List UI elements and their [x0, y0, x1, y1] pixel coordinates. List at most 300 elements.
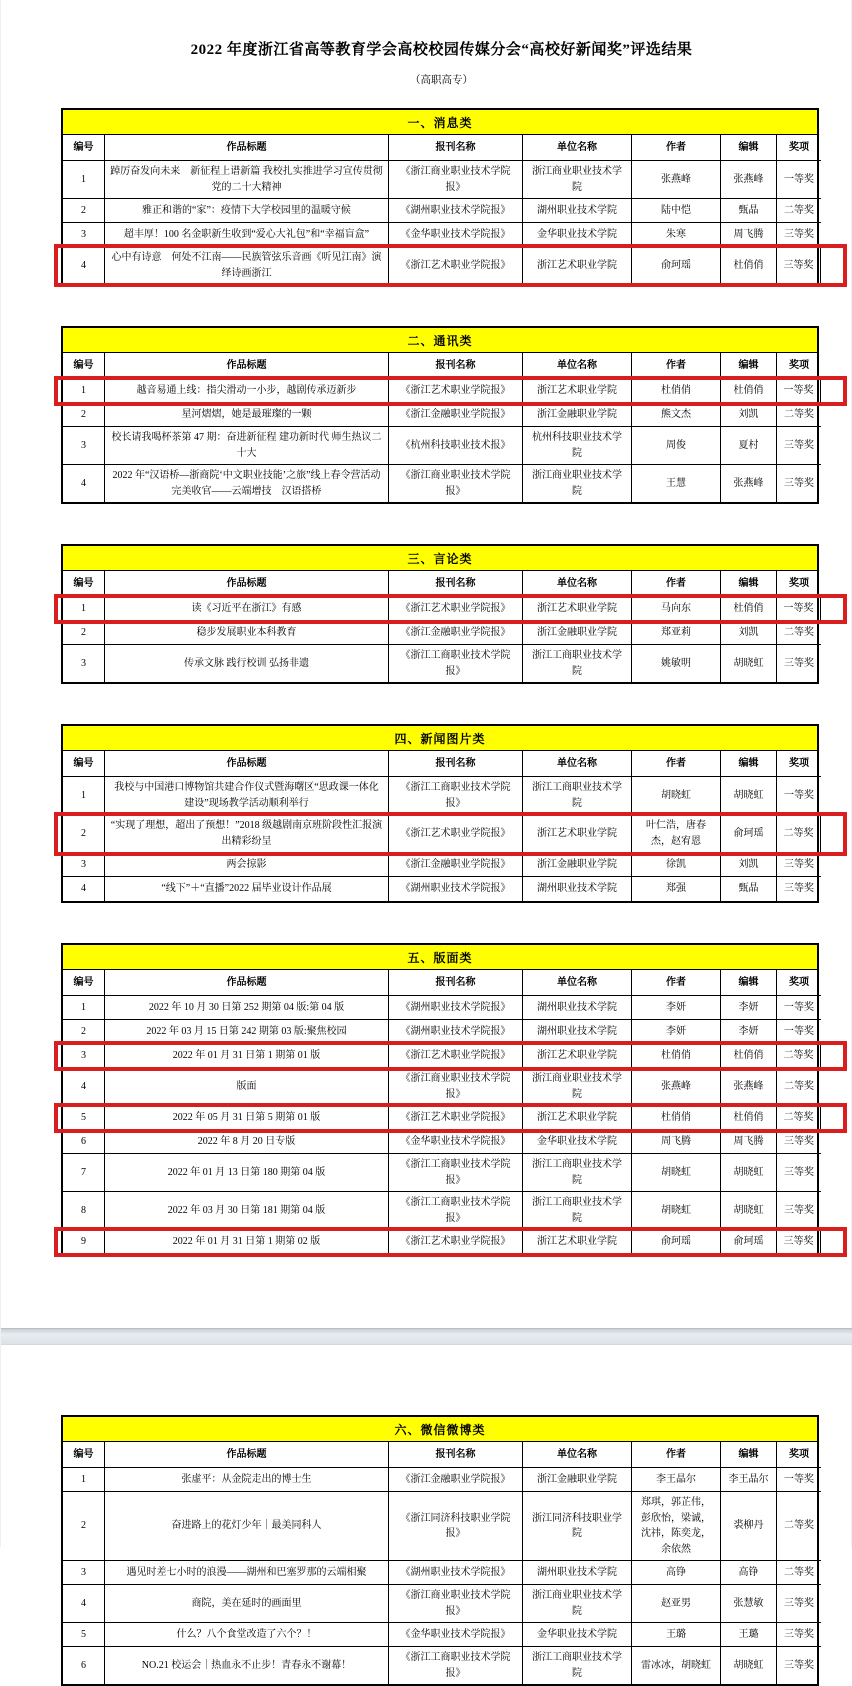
- cell-award: 三等奖: [777, 1230, 821, 1254]
- cell-award: 一等奖: [777, 777, 821, 815]
- cell-editor: 刘凯: [721, 403, 777, 427]
- cell-editor: 胡晓虹: [721, 1647, 777, 1684]
- cell-editor: 刘凯: [721, 621, 777, 645]
- table-row: [63, 1230, 817, 1254]
- cell-editor: 甄晶: [721, 199, 777, 223]
- cell-title: NO.21 校运会｜热血永不止步！青春永不谢幕！: [105, 1647, 389, 1684]
- column-header: 编辑: [721, 1442, 777, 1468]
- column-header: 作者: [632, 751, 721, 777]
- table-row: [63, 621, 817, 645]
- cell-serial: 4: [63, 1068, 105, 1106]
- cell-unit: 浙江艺术职业学院: [523, 247, 632, 284]
- award-table: [61, 724, 819, 903]
- cell-author: 俞珂瑶: [632, 247, 721, 284]
- column-header-row: [63, 353, 817, 379]
- cell-editor: 杜俏俏: [721, 1106, 777, 1130]
- cell-award: 二等奖: [777, 1106, 821, 1130]
- cell-publication: 《湖州职业技术学院报》: [389, 1020, 523, 1044]
- table-row: [63, 815, 817, 853]
- table-body: [63, 777, 817, 901]
- column-header: 作品标题: [105, 1442, 389, 1468]
- cell-serial: 7: [63, 1154, 105, 1192]
- cell-title: 传承文脉 践行校训 弘扬非遗: [105, 645, 389, 682]
- cell-title: 稳步发展职业本科教育: [105, 621, 389, 645]
- cell-award: 三等奖: [784, 477, 814, 489]
- column-header: 奖项: [777, 571, 821, 597]
- cell-serial: 6: [63, 1647, 105, 1684]
- table-row: [63, 1585, 817, 1623]
- column-header: 编辑: [721, 970, 777, 996]
- cell-award: 二等奖: [777, 815, 821, 853]
- cell-author: 胡晓虹: [632, 777, 721, 815]
- table-row: [63, 1068, 817, 1106]
- cell-publication: 《湖州职业技术学院报》: [389, 1561, 523, 1585]
- column-header: 奖项: [777, 970, 821, 996]
- table-body: [63, 996, 817, 1254]
- column-header: 报刊名称: [389, 571, 523, 597]
- cell-serial: 2: [63, 815, 105, 853]
- cell-publication: 《金华职业技术学院报》: [389, 1130, 523, 1154]
- table-row: [63, 996, 817, 1020]
- award-table: [61, 943, 819, 1256]
- cell-author: 郑亚莉: [632, 621, 721, 645]
- column-header: 奖项: [777, 353, 821, 379]
- cell-author: 张燕峰: [632, 161, 721, 199]
- cell-unit: 浙江商业职业技术学院: [523, 1068, 632, 1106]
- cell-author: 李王晶尔: [632, 1468, 721, 1492]
- table-body: [63, 597, 817, 682]
- cell-title: 雅正和谐的“家”：疫情下大学校园里的温暖守候: [105, 199, 389, 223]
- table-row: [63, 1468, 817, 1492]
- cell-award: 二等奖: [777, 1044, 821, 1068]
- cell-title: 2022 年 01 月 13 日第 180 期第 04 版: [105, 1154, 389, 1192]
- cell-award: 三等奖: [784, 883, 814, 895]
- cell-serial: 4: [63, 877, 105, 901]
- cell-award: 三等奖: [777, 1154, 821, 1192]
- cell-title: 商院，美在延时的画面里: [105, 1585, 389, 1623]
- table-row: [63, 1647, 817, 1684]
- tables-container: [61, 108, 822, 1686]
- table-row: [63, 199, 817, 223]
- cell-editor: 夏村: [721, 427, 777, 465]
- cell-title: 遇见时差七小时的浪漫——湖州和巴塞罗那的云端相聚: [105, 1561, 389, 1585]
- cell-unit: 湖州职业技术学院: [523, 1020, 632, 1044]
- cell-serial: 3: [63, 853, 105, 877]
- cell-author: 雷冰冰，胡晓虹: [632, 1647, 721, 1684]
- cell-title: 2022 年 8 月 20 日专版: [105, 1130, 389, 1154]
- column-header: 作品标题: [105, 353, 389, 379]
- column-header: 编号: [63, 353, 105, 379]
- cell-unit: 浙江艺术职业学院: [523, 1044, 632, 1068]
- cell-publication: 《浙江艺术职业学院报》: [389, 1230, 523, 1254]
- column-header: 奖项: [777, 751, 821, 777]
- cell-editor: 李妍: [721, 996, 777, 1020]
- cell-publication: 《浙江工商职业技术学院报》: [389, 777, 523, 815]
- cell-award: 三等奖: [777, 853, 821, 877]
- cell-author: 李妍: [632, 996, 721, 1020]
- cell-publication: 《浙江商业职业技术学院报》: [389, 1585, 523, 1623]
- cell-title: 踔厉奋发向未来 新征程上谱新篇 我校扎实推进学习宣传贯彻党的二十大精神: [105, 161, 389, 199]
- cell-editor: 李王晶尔: [721, 1468, 777, 1492]
- cell-author: 徐凯: [632, 853, 721, 877]
- table-row: [63, 247, 817, 284]
- column-header: 奖项: [777, 1442, 821, 1468]
- cell-publication: 《湖州职业技术学院报》: [389, 996, 523, 1020]
- cell-serial: 3: [63, 1044, 105, 1068]
- cell-publication: 《浙江艺术职业学院报》: [389, 815, 523, 853]
- cell-award: 一等奖: [777, 1020, 821, 1044]
- cell-author: 周俊: [632, 427, 721, 465]
- cell-editor: 胡晓虹: [721, 1192, 777, 1230]
- cell-publication: 《浙江艺术职业学院报》: [389, 247, 523, 284]
- table-row: [63, 379, 817, 403]
- cell-author: 胡晓虹: [632, 1192, 721, 1230]
- table-row: [63, 1130, 817, 1154]
- cell-title: 校长请我喝杯茶第 47 期：奋进新征程 建功新时代 师生热议二十大: [105, 427, 389, 465]
- cell-author: 郑强: [632, 877, 721, 901]
- cell-title: 心中有诗意 何处不江南——民族管弦乐音画《听见江南》演绎诗画浙江: [105, 247, 389, 284]
- cell-title: 超丰厚！100 名金职新生收到“爱心大礼包”和“幸福盲盒”: [105, 223, 389, 247]
- cell-award: 三等奖: [777, 427, 821, 465]
- cell-author: 熊文杰: [632, 403, 721, 427]
- cell-author: 李妍: [632, 1020, 721, 1044]
- cell-serial: 2: [63, 199, 105, 223]
- cell-award: 一等奖: [777, 996, 821, 1020]
- column-header-row: [63, 571, 817, 597]
- cell-award: 三等奖: [777, 1585, 821, 1623]
- cell-title: “实现了理想，超出了预想！”2018 级越剧南京班阶段性汇报演出精彩纷呈: [105, 815, 389, 853]
- cell-publication: 《浙江金融职业学院报》: [389, 1468, 523, 1492]
- cell-publication: 《杭州科技职业技术报》: [389, 427, 523, 465]
- column-header: 报刊名称: [389, 1442, 523, 1468]
- column-header: 编辑: [721, 751, 777, 777]
- column-header: 编号: [63, 1442, 105, 1468]
- cell-publication: 《浙江艺术职业学院报》: [389, 597, 523, 621]
- category-header: 二、通讯类: [63, 328, 817, 353]
- table-row: [63, 597, 817, 621]
- column-header: 单位名称: [523, 571, 632, 597]
- cell-unit: 浙江艺术职业学院: [523, 597, 632, 621]
- cell-award: 一等奖: [777, 379, 821, 403]
- table-row: [63, 645, 817, 682]
- cell-publication: 《浙江商业职业技术学院报》: [389, 465, 523, 502]
- cell-serial: 2: [63, 621, 105, 645]
- cell-publication: 《浙江金融职业学院报》: [389, 621, 523, 645]
- cell-editor: 俞珂瑶: [721, 1230, 777, 1254]
- column-header: 作者: [632, 135, 721, 161]
- column-header: 作者: [632, 1442, 721, 1468]
- cell-award: 一等奖: [777, 161, 821, 199]
- cell-award: 三等奖: [784, 657, 814, 669]
- cell-award: 三等奖: [777, 223, 821, 247]
- cell-unit: 金华职业技术学院: [523, 1623, 632, 1647]
- table-row: [63, 877, 817, 901]
- cell-unit: 浙江艺术职业学院: [523, 1230, 632, 1254]
- cell-publication: 《浙江同济科技职业学院报》: [389, 1492, 523, 1561]
- cell-serial: 2: [63, 1492, 105, 1561]
- table-row: [63, 1561, 817, 1585]
- table-row: [63, 1192, 817, 1230]
- cell-author: 姚敏明: [632, 645, 721, 682]
- cell-author: 杜俏俏: [632, 1044, 721, 1068]
- column-header-row: [63, 751, 817, 777]
- cell-publication: 《金华职业技术学院报》: [389, 1623, 523, 1647]
- document-subtitle: （高职高专）: [410, 75, 473, 86]
- cell-editor: 杜俏俏: [721, 247, 777, 284]
- cell-editor: 张燕峰: [721, 161, 777, 199]
- cell-unit: 湖州职业技术学院: [523, 877, 632, 901]
- cell-publication: 《金华职业技术学院报》: [389, 223, 523, 247]
- award-table: [61, 326, 819, 504]
- cell-unit: 浙江金融职业学院: [523, 1468, 632, 1492]
- cell-title: 版面: [105, 1068, 389, 1106]
- cell-unit: 杭州科技职业技术学院: [523, 427, 632, 465]
- page-break-band: [1, 1328, 852, 1345]
- column-header: 编辑: [721, 135, 777, 161]
- cell-unit: 金华职业技术学院: [523, 1130, 632, 1154]
- cell-award: 一等奖: [777, 597, 821, 621]
- cell-serial: 8: [63, 1192, 105, 1230]
- category-header: 一、消息类: [63, 110, 817, 135]
- cell-author: 高铮: [632, 1561, 721, 1585]
- cell-unit: 浙江艺术职业学院: [523, 815, 632, 853]
- column-header: 作品标题: [105, 571, 389, 597]
- table-row: [63, 853, 817, 877]
- cell-editor: 杜俏俏: [721, 1044, 777, 1068]
- cell-title: 2022 年 05 月 31 日第 5 期第 01 版: [105, 1106, 389, 1130]
- table-row: [63, 427, 817, 465]
- cell-unit: 浙江同济科技职业学院: [523, 1492, 632, 1561]
- cell-publication: 《浙江金融职业学院报》: [389, 403, 523, 427]
- cell-serial: 4: [63, 465, 105, 502]
- cell-serial: 5: [63, 1623, 105, 1647]
- cell-title: 两会掠影: [105, 853, 389, 877]
- cell-author: 杜俏俏: [632, 1106, 721, 1130]
- column-header: 编辑: [721, 571, 777, 597]
- cell-editor: 刘凯: [721, 853, 777, 877]
- cell-award: 三等奖: [777, 1623, 821, 1647]
- category-header: 四、新闻图片类: [63, 726, 817, 751]
- award-table: [61, 544, 819, 684]
- cell-title: 越音易通上线：指尖滑动一小步，越剧传承迈新步: [105, 379, 389, 403]
- cell-title: 我校与中国港口博物馆共建合作仪式暨海曙区“思政课一体化建设”现场教学活动顺利举行: [105, 777, 389, 815]
- cell-serial: 1: [63, 996, 105, 1020]
- cell-author: 王慧: [632, 465, 721, 502]
- cell-editor: 胡晓虹: [721, 645, 777, 682]
- cell-unit: 浙江商业职业技术学院: [523, 1585, 632, 1623]
- table-row: [63, 161, 817, 199]
- column-header: 作者: [632, 353, 721, 379]
- table-row: [63, 1154, 817, 1192]
- cell-award: 二等奖: [777, 1492, 821, 1561]
- table-row: [63, 403, 817, 427]
- cell-serial: 2: [63, 403, 105, 427]
- table-row: [63, 1492, 817, 1561]
- cell-editor: 俞珂瑶: [721, 815, 777, 853]
- cell-author: 王璐: [632, 1623, 721, 1647]
- cell-author: 陆中恺: [632, 199, 721, 223]
- cell-author: 郑琪，郭芷伟，彭欣怡，梁诚，沈祎，陈奕龙，余依然: [632, 1492, 721, 1561]
- column-header: 单位名称: [523, 1442, 632, 1468]
- cell-author: 杜俏俏: [632, 379, 721, 403]
- cell-title: 2022 年 01 月 31 日第 1 期第 02 版: [105, 1230, 389, 1254]
- cell-editor: 甄晶: [721, 877, 777, 901]
- cell-serial: 3: [63, 645, 105, 682]
- cell-award: 三等奖: [777, 247, 821, 284]
- award-table: [61, 108, 819, 286]
- cell-unit: 浙江商业职业技术学院: [523, 465, 632, 502]
- column-header: 报刊名称: [389, 135, 523, 161]
- table-body: [63, 161, 817, 284]
- document-title: 2022 年度浙江省高等教育学会高校校园传媒分会“高校好新闻奖”评选结果: [190, 42, 693, 58]
- cell-title: 张虚平：从金院走出的博士生: [105, 1468, 389, 1492]
- column-header: 编号: [63, 571, 105, 597]
- cell-title: 奋进路上的花灯少年｜最美同科人: [105, 1492, 389, 1561]
- cell-author: 叶仁浩，唐春杰，赵宥恩: [632, 815, 721, 853]
- column-header: 作品标题: [105, 751, 389, 777]
- cell-editor: 王璐: [721, 1623, 777, 1647]
- cell-author: 赵亚男: [632, 1585, 721, 1623]
- cell-serial: 1: [63, 1468, 105, 1492]
- column-header: 编号: [63, 970, 105, 996]
- cell-title: 星河熠熠，她是最璀璨的一颗: [105, 403, 389, 427]
- cell-unit: 浙江金融职业学院: [523, 621, 632, 645]
- column-header: 编号: [63, 135, 105, 161]
- cell-unit: 湖州职业技术学院: [523, 1561, 632, 1585]
- cell-serial: 1: [63, 777, 105, 815]
- cell-title: 读《习近平在浙江》有感: [105, 597, 389, 621]
- cell-award: 三等奖: [777, 1192, 821, 1230]
- cell-award: 三等奖: [777, 1130, 821, 1154]
- cell-editor: 张燕峰: [721, 1068, 777, 1106]
- column-header: 作者: [632, 970, 721, 996]
- column-header: 单位名称: [523, 970, 632, 996]
- cell-unit: 浙江金融职业学院: [523, 403, 632, 427]
- cell-publication: 《浙江商业职业技术学院报》: [389, 161, 523, 199]
- cell-title: 2022 年 01 月 31 日第 1 期第 01 版: [105, 1044, 389, 1068]
- category-header: 三、言论类: [63, 546, 817, 571]
- cell-unit: 湖州职业技术学院: [523, 199, 632, 223]
- cell-publication: 《浙江工商职业技术学院报》: [389, 1647, 523, 1684]
- cell-editor: 杜俏俏: [721, 379, 777, 403]
- cell-publication: 《浙江工商职业技术学院报》: [389, 645, 523, 682]
- column-header: 奖项: [777, 135, 821, 161]
- table-row: [63, 223, 817, 247]
- table-row: [63, 1106, 817, 1130]
- cell-unit: 湖州职业技术学院: [523, 996, 632, 1020]
- column-header: 报刊名称: [389, 751, 523, 777]
- table-body: [63, 379, 817, 502]
- column-header: 作品标题: [105, 135, 389, 161]
- cell-title: “线下”＋“直播”2022 届毕业设计作品展: [105, 877, 389, 901]
- column-header: 编辑: [721, 353, 777, 379]
- cell-serial: 2: [63, 1020, 105, 1044]
- table-row: [63, 465, 817, 502]
- cell-unit: 浙江工商职业技术学院: [523, 777, 632, 815]
- table-row: [63, 1623, 817, 1647]
- cell-author: 胡晓虹: [632, 1154, 721, 1192]
- table-body: [63, 1468, 817, 1684]
- cell-unit: 浙江工商职业技术学院: [523, 1154, 632, 1192]
- cell-editor: 张慧敏: [721, 1585, 777, 1623]
- cell-award: 二等奖: [777, 403, 821, 427]
- column-header: 单位名称: [523, 751, 632, 777]
- cell-serial: 9: [63, 1230, 105, 1254]
- cell-publication: 《浙江艺术职业学院报》: [389, 1044, 523, 1068]
- column-header: 单位名称: [523, 135, 632, 161]
- cell-editor: 胡晓虹: [721, 1154, 777, 1192]
- cell-title: 2022 年 03 月 30 日第 181 期第 04 版: [105, 1192, 389, 1230]
- cell-publication: 《浙江商业职业技术学院报》: [389, 1068, 523, 1106]
- cell-title: 2022 年“汉语桥—浙商院‘中文职业技能’之旅”线上春令营活动完美收官——云端增技 汉语搭桥: [105, 465, 389, 502]
- cell-unit: 浙江艺术职业学院: [523, 1106, 632, 1130]
- cell-title: 2022 年 03 月 15 日第 242 期第 03 版:聚焦校园: [105, 1020, 389, 1044]
- cell-unit: 浙江工商职业技术学院: [523, 645, 632, 682]
- cell-editor: 周飞腾: [721, 1130, 777, 1154]
- cell-serial: 6: [63, 1130, 105, 1154]
- column-header: 单位名称: [523, 353, 632, 379]
- cell-author: 马向东: [632, 597, 721, 621]
- cell-publication: 《浙江艺术职业学院报》: [389, 1106, 523, 1130]
- cell-title: 2022 年 10 月 30 日第 252 期第 04 版:第 04 版: [105, 996, 389, 1020]
- cell-award: 三等奖: [784, 1659, 814, 1671]
- cell-author: 朱寒: [632, 223, 721, 247]
- column-header: 作品标题: [105, 970, 389, 996]
- column-header: 编号: [63, 751, 105, 777]
- category-header: 六、微信微博类: [63, 1417, 817, 1442]
- cell-serial: 5: [63, 1106, 105, 1130]
- document-page: [1, 0, 852, 1679]
- cell-serial: 1: [63, 161, 105, 199]
- cell-serial: 3: [63, 223, 105, 247]
- cell-unit: 浙江金融职业学院: [523, 853, 632, 877]
- cell-publication: 《浙江工商职业技术学院报》: [389, 1192, 523, 1230]
- cell-unit: 浙江工商职业技术学院: [523, 1647, 632, 1684]
- cell-author: 周飞腾: [632, 1130, 721, 1154]
- cell-unit: 金华职业技术学院: [523, 223, 632, 247]
- cell-editor: 胡晓虹: [721, 777, 777, 815]
- table-row: [63, 777, 817, 815]
- cell-title: 什么？八个食堂改造了六个？！: [105, 1623, 389, 1647]
- cell-unit: 浙江工商职业技术学院: [523, 1192, 632, 1230]
- cell-serial: 4: [63, 247, 105, 284]
- cell-editor: 高铮: [721, 1561, 777, 1585]
- cell-award: 一等奖: [777, 1468, 821, 1492]
- cell-serial: 1: [63, 597, 105, 621]
- category-header: 五、版面类: [63, 945, 817, 970]
- cell-serial: 1: [63, 379, 105, 403]
- cell-award: 二等奖: [777, 621, 821, 645]
- column-header-row: [63, 970, 817, 996]
- table-row: [63, 1044, 817, 1068]
- award-table: [61, 1415, 819, 1686]
- cell-editor: 周飞腾: [721, 223, 777, 247]
- column-header: 报刊名称: [389, 970, 523, 996]
- column-header-row: [63, 135, 817, 161]
- cell-publication: 《浙江艺术职业学院报》: [389, 379, 523, 403]
- cell-serial: 3: [63, 427, 105, 465]
- cell-publication: 《湖州职业技术学院报》: [389, 877, 523, 901]
- cell-serial: 4: [63, 1585, 105, 1623]
- cell-unit: 浙江商业职业技术学院: [523, 161, 632, 199]
- cell-award: 二等奖: [777, 199, 821, 223]
- cell-unit: 浙江艺术职业学院: [523, 379, 632, 403]
- cell-award: 二等奖: [777, 1068, 821, 1106]
- cell-editor: 裘柳丹: [721, 1492, 777, 1561]
- cell-award: 二等奖: [777, 1561, 821, 1585]
- cell-serial: 3: [63, 1561, 105, 1585]
- cell-editor: 李妍: [721, 1020, 777, 1044]
